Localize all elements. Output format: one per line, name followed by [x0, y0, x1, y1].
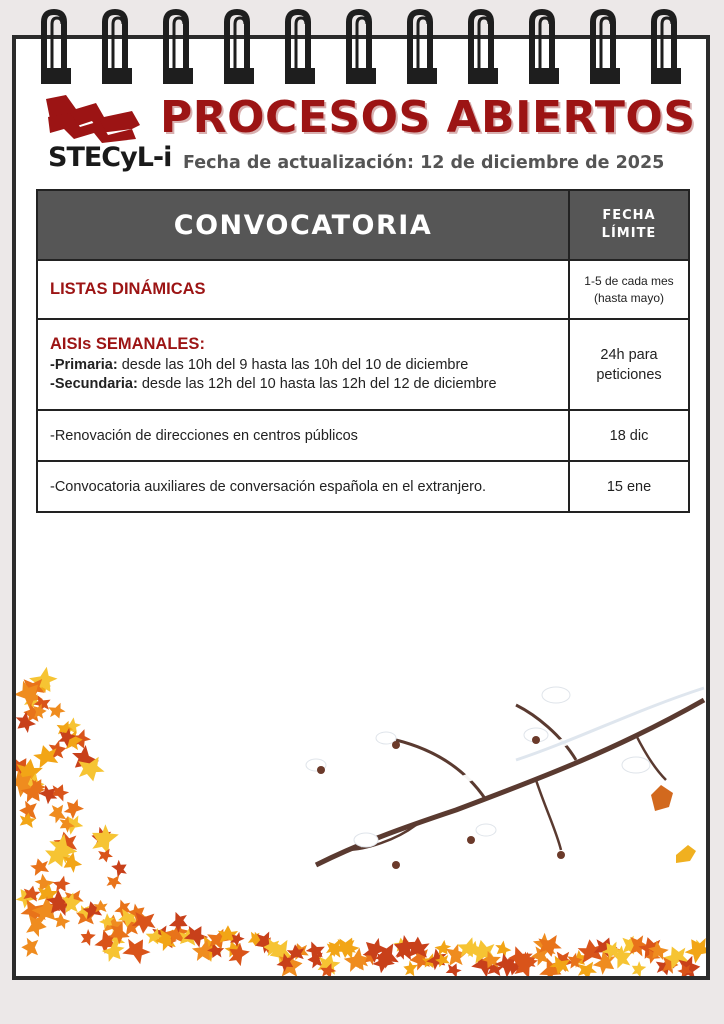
binding-ring [285, 12, 315, 84]
primaria-label: -Primaria: [50, 357, 118, 373]
deadline-line1: 24h para [600, 346, 658, 363]
deadline-line1: 1-5 de cada mes [584, 273, 674, 288]
binding-ring [529, 12, 559, 84]
processes-table [36, 189, 690, 513]
leaf-shape [21, 938, 38, 958]
listas-title: LISTAS DINÁMICAS [50, 280, 206, 298]
aisis-title: AISIs SEMANALES: [50, 335, 205, 353]
deadline-line2: (hasta mayo) [593, 290, 665, 305]
row-title-cell [37, 260, 569, 319]
secundaria-label: -Secundaria: [50, 376, 138, 392]
row-text-cell: -Renovación de direcciones en centros públicos [37, 410, 569, 461]
secundaria-text: desde las 12h del 10 hasta las 12h del 12 de diciembre [137, 376, 497, 392]
leaf-shape [628, 959, 647, 976]
binding-ring [224, 12, 254, 84]
primaria-line [50, 356, 568, 375]
page-title: PROCESOS ABIERTOS [160, 92, 696, 143]
autumn-leaves-image [16, 665, 706, 976]
update-date: Fecha de actualización: 12 de diciembre de 2025 [183, 153, 665, 173]
row-detail-cell [37, 319, 569, 410]
binding-ring [407, 12, 437, 84]
leaf-shape [576, 961, 598, 976]
binding-ring [102, 12, 132, 84]
column-header-fecha [569, 190, 689, 260]
table-row [37, 410, 689, 461]
table-header-row [37, 190, 689, 260]
autumn-decoration [16, 660, 706, 976]
column-header-convocatoria: CONVOCATORIA [37, 190, 569, 260]
deadline-cell: 18 dic [569, 410, 689, 461]
binding-ring [163, 12, 193, 84]
binding-ring [590, 12, 620, 84]
column-header-fecha-line1: FECHA [602, 208, 656, 223]
row-text-cell: -Convocatoria auxiliares de conversación española en el extranjero. [37, 461, 569, 512]
deadline-cell [569, 260, 689, 319]
leaf-shape [106, 875, 122, 890]
table-row [37, 260, 689, 319]
table-row [37, 461, 689, 512]
deadline-line2: peticiones [596, 366, 662, 383]
binding-ring [651, 12, 681, 84]
leaf-shape [86, 821, 121, 857]
leaf-shape [77, 927, 96, 947]
binding-ring [41, 12, 71, 84]
leaf-shape [47, 702, 67, 721]
deadline-cell [569, 319, 689, 410]
secundaria-line [50, 375, 568, 394]
leaf-shape [110, 858, 130, 879]
table-row [37, 319, 689, 410]
leaf-shape [29, 856, 51, 876]
binding-ring [346, 12, 376, 84]
brand-name: STECyL-i [48, 142, 172, 173]
leaf-shape [120, 933, 154, 966]
spiral-binding [0, 0, 724, 90]
primaria-text: desde las 10h del 9 hasta las 10h del 10 de diciembre [117, 357, 469, 373]
binding-ring [468, 12, 498, 84]
snowy-branch-image [306, 687, 704, 869]
deadline-cell: 15 ene [569, 461, 689, 512]
column-header-fecha-line2: LÍMITE [601, 226, 657, 241]
